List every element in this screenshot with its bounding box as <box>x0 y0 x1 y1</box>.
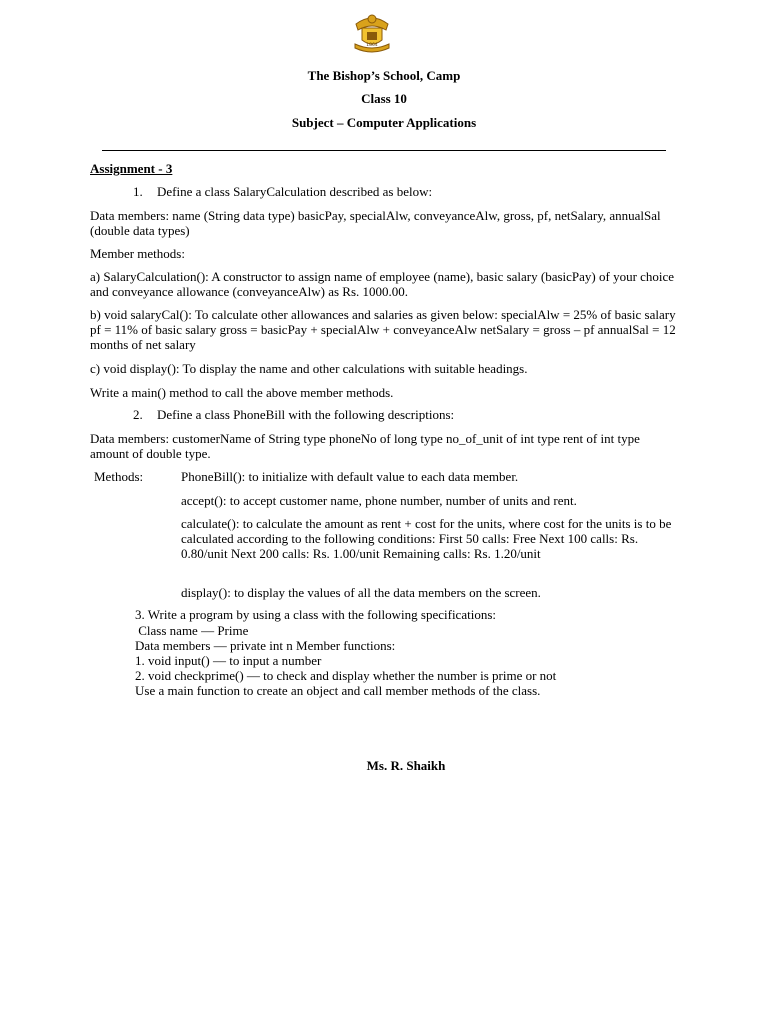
school-crest-logo <box>350 10 394 54</box>
q2-methods-label: Methods: <box>94 469 144 484</box>
q3-data-members: Data members — private int n Member functions: <box>135 638 396 653</box>
school-name: The Bishop’s School, Camp <box>307 68 461 83</box>
q2-method-accept: accept(): to accept customer name, phone number, number of units and rent. <box>181 493 577 508</box>
q3-checkprime-function: 2. void checkprime() — to check and display whether the number is prime or not <box>135 668 557 683</box>
q3-heading: 3. Write a program by using a class with the following specifications: <box>135 607 496 622</box>
q3-input-function: 1. void input() — to input a number <box>135 653 322 668</box>
header-divider <box>102 150 666 151</box>
q1-member-methods-label: Member methods: <box>90 246 185 261</box>
q1-heading <box>133 184 683 199</box>
q3-main-instruction: Use a main function to create an object and call member methods of the class. <box>135 683 541 698</box>
q1-heading-text: Define a class SalaryCalculation described as below: <box>157 184 433 199</box>
q2-method-calculate: calculate(): to calculate the amount as rent + cost for the units, where cost for the units is to be calculated according to the following conditions: First 50 calls: Free Next 100 calls: Rs. 0.80/unit Next 200 calls: Rs. 1.00/unit Remaining calls: Rs. 1.20/unit <box>181 516 672 561</box>
svg-text:1864: 1864 <box>366 43 378 48</box>
class-label: Class 10 <box>361 91 407 106</box>
q1-number: 1. <box>133 184 143 199</box>
q1-method-a: a) SalaryCalculation(): A constructor to assign name of employee (name), basic salary (basicPay) of your choice and conveyance allowance (conveyanceAlw) as Rs. 1000.00. <box>90 269 675 299</box>
teacher-signature: Ms. R. Shaikh <box>366 758 446 773</box>
assignment-title: Assignment - 3 <box>90 161 173 176</box>
q1-data-members: Data members: name (String data type) basicPay, specialAlw, conveyanceAlw, gross, pf, netSalary, annualSal (double data types) <box>90 208 661 238</box>
q1-method-c: c) void display(): To display the name and other calculations with suitable headings. <box>90 361 528 376</box>
q2-number: 2. <box>133 407 143 422</box>
q2-heading <box>133 407 683 422</box>
q1-main-instruction: Write a main() method to call the above member methods. <box>90 385 394 400</box>
q2-method-display: display(): to display the values of all the data members on the screen. <box>181 585 541 600</box>
q2-heading-text: Define a class PhoneBill with the following descriptions: <box>157 407 455 422</box>
q1-method-b: b) void salaryCal(): To calculate other allowances and salaries as given below: specialAlw = 25% of basic salary pf = 11% of basic salary gross = basicPay + specialAlw + conveyanceAlw netSalary = gross – pf annualSal = 12 months of net salary <box>90 307 676 352</box>
q3-class-name: Class name — Prime <box>135 623 249 638</box>
q2-data-members: Data members: customerName of String type phoneNo of long type no_of_unit of int type rent of int type amount of double type. <box>90 431 640 461</box>
q2-method-constructor: PhoneBill(): to initialize with default value to each data member. <box>181 469 519 484</box>
subject-label: Subject – Computer Applications <box>291 115 477 130</box>
